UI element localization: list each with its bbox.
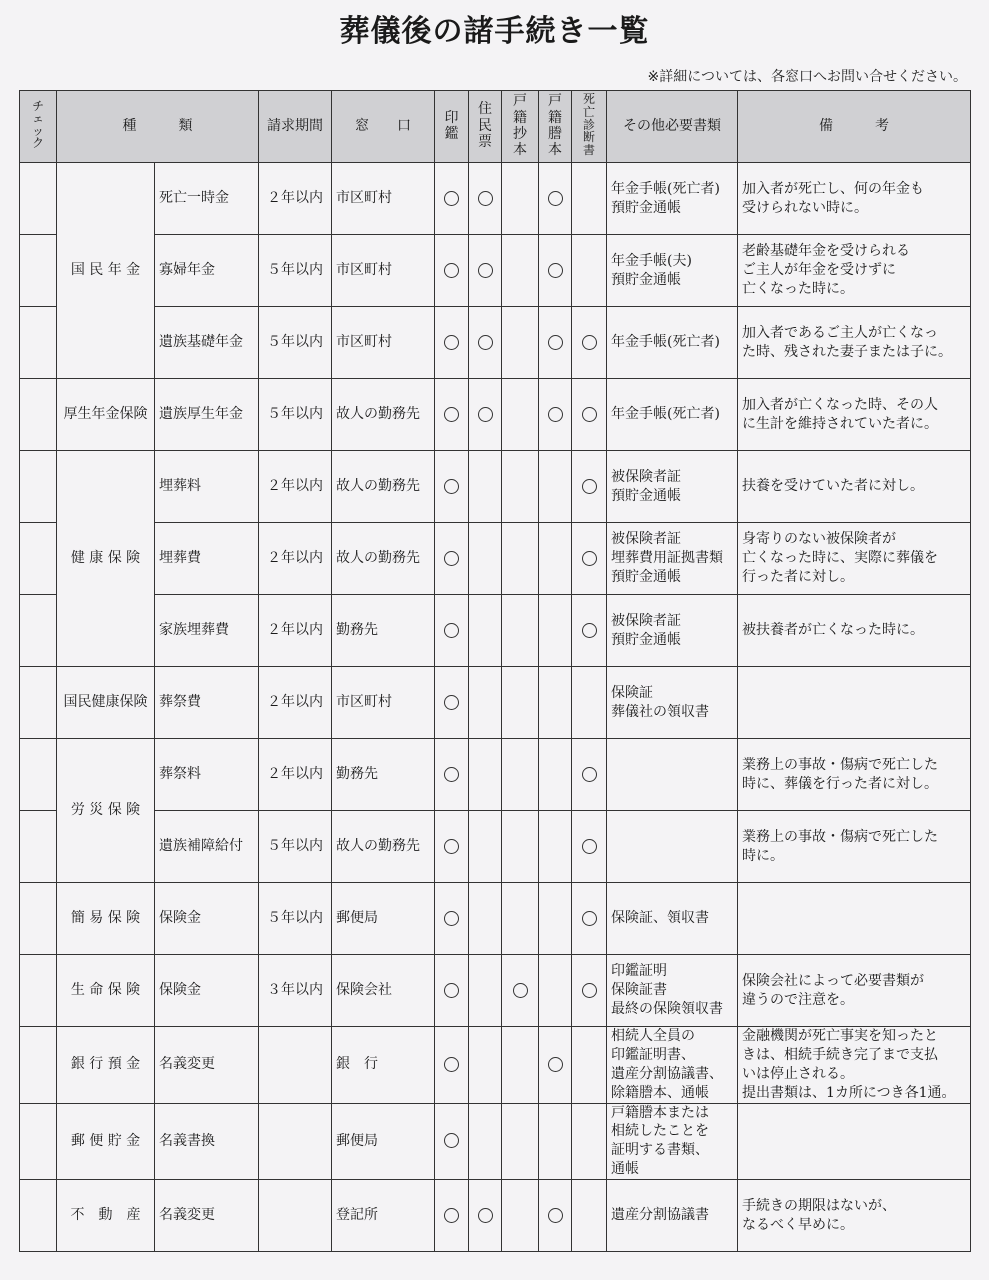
koseki-shohon-cell bbox=[502, 1027, 539, 1104]
required-circle-icon bbox=[582, 623, 597, 638]
koseki-tohon-cell bbox=[539, 451, 572, 523]
death-cert-cell bbox=[572, 235, 607, 307]
resident-cell bbox=[469, 523, 502, 595]
window-cell: 勤務先 bbox=[332, 595, 435, 667]
seal-cell bbox=[435, 451, 469, 523]
remarks-cell: 老齢基礎年金を受けられる ご主人が年金を受けずに 亡くなった時に。 bbox=[738, 235, 971, 307]
check-cell[interactable] bbox=[20, 739, 57, 811]
resident-cell bbox=[469, 955, 502, 1027]
kind-sub: 埋葬料 bbox=[155, 451, 259, 523]
seal-cell bbox=[435, 739, 469, 811]
header-period: 請求期間 bbox=[259, 91, 332, 163]
period-cell: ２年以内 bbox=[259, 667, 332, 739]
period-cell bbox=[259, 1103, 332, 1180]
kind-sub: 保険金 bbox=[155, 883, 259, 955]
resident-cell bbox=[469, 883, 502, 955]
required-circle-icon bbox=[548, 263, 563, 278]
header-other-docs: その他必要書類 bbox=[607, 91, 738, 163]
kind-group: 国民健康保険 bbox=[57, 667, 155, 739]
seal-cell bbox=[435, 1027, 469, 1104]
table-body bbox=[20, 163, 971, 1252]
required-circle-icon bbox=[444, 1133, 459, 1148]
header-row bbox=[20, 91, 971, 163]
check-cell[interactable] bbox=[20, 955, 57, 1027]
window-cell: 郵便局 bbox=[332, 883, 435, 955]
kind-group: 郵 便 貯 金 bbox=[57, 1103, 155, 1180]
period-cell: ５年以内 bbox=[259, 307, 332, 379]
header-kind: 種 類 bbox=[57, 91, 259, 163]
resident-cell bbox=[469, 1027, 502, 1104]
period-cell bbox=[259, 1027, 332, 1104]
seal-cell bbox=[435, 1180, 469, 1252]
kind-sub: 遺族基礎年金 bbox=[155, 307, 259, 379]
required-circle-icon bbox=[548, 191, 563, 206]
koseki-shohon-cell bbox=[502, 811, 539, 883]
required-circle-icon bbox=[444, 839, 459, 854]
period-cell: ２年以内 bbox=[259, 739, 332, 811]
koseki-shohon-cell bbox=[502, 1180, 539, 1252]
window-cell: 保険会社 bbox=[332, 955, 435, 1027]
resident-cell bbox=[469, 379, 502, 451]
required-circle-icon bbox=[444, 767, 459, 782]
required-circle-icon bbox=[444, 1057, 459, 1072]
koseki-shohon-cell bbox=[502, 883, 539, 955]
seal-cell bbox=[435, 955, 469, 1027]
remarks-cell: 加入者が死亡し、何の年金も 受けられない時に。 bbox=[738, 163, 971, 235]
kind-sub: 名義変更 bbox=[155, 1027, 259, 1104]
period-cell: ５年以内 bbox=[259, 379, 332, 451]
koseki-shohon-cell bbox=[502, 307, 539, 379]
table-row bbox=[20, 307, 971, 379]
seal-cell bbox=[435, 595, 469, 667]
seal-cell bbox=[435, 1103, 469, 1180]
window-cell: 故人の勤務先 bbox=[332, 379, 435, 451]
kind-sub: 埋葬費 bbox=[155, 523, 259, 595]
koseki-tohon-cell bbox=[539, 1180, 572, 1252]
table-row bbox=[20, 595, 971, 667]
check-cell[interactable] bbox=[20, 595, 57, 667]
required-circle-icon bbox=[582, 911, 597, 926]
check-cell[interactable] bbox=[20, 883, 57, 955]
koseki-tohon-cell bbox=[539, 1103, 572, 1180]
resident-cell bbox=[469, 163, 502, 235]
resident-cell bbox=[469, 739, 502, 811]
check-cell[interactable] bbox=[20, 1103, 57, 1180]
death-cert-cell bbox=[572, 811, 607, 883]
window-cell: 市区町村 bbox=[332, 667, 435, 739]
kind-group: 生 命 保 険 bbox=[57, 955, 155, 1027]
other-docs-cell: 遺産分割協議書 bbox=[607, 1180, 738, 1252]
kind-group: 厚生年金保険 bbox=[57, 379, 155, 451]
required-circle-icon bbox=[478, 335, 493, 350]
table-row bbox=[20, 1103, 971, 1180]
header-koseki-tohon: 戸籍謄本 bbox=[539, 91, 572, 163]
required-circle-icon bbox=[582, 839, 597, 854]
required-circle-icon bbox=[548, 335, 563, 350]
required-circle-icon bbox=[444, 479, 459, 494]
koseki-shohon-cell bbox=[502, 235, 539, 307]
other-docs-cell: 年金手帳(死亡者) 預貯金通帳 bbox=[607, 163, 738, 235]
check-cell[interactable] bbox=[20, 451, 57, 523]
other-docs-cell: 保険証 葬儀社の領収書 bbox=[607, 667, 738, 739]
koseki-tohon-cell bbox=[539, 811, 572, 883]
death-cert-cell bbox=[572, 955, 607, 1027]
seal-cell bbox=[435, 811, 469, 883]
kind-sub: 寡婦年金 bbox=[155, 235, 259, 307]
other-docs-cell: 年金手帳(夫) 預貯金通帳 bbox=[607, 235, 738, 307]
required-circle-icon bbox=[444, 191, 459, 206]
resident-cell bbox=[469, 667, 502, 739]
table-row bbox=[20, 1027, 971, 1104]
koseki-shohon-cell bbox=[502, 955, 539, 1027]
header-death-cert: 死亡診断書 bbox=[572, 91, 607, 163]
required-circle-icon bbox=[444, 335, 459, 350]
kind-group: 銀 行 預 金 bbox=[57, 1027, 155, 1104]
death-cert-cell bbox=[572, 523, 607, 595]
koseki-tohon-cell bbox=[539, 235, 572, 307]
window-cell: 郵便局 bbox=[332, 1103, 435, 1180]
kind-group: 健 康 保 険 bbox=[57, 451, 155, 667]
required-circle-icon bbox=[582, 551, 597, 566]
table-row bbox=[20, 523, 971, 595]
koseki-tohon-cell bbox=[539, 307, 572, 379]
required-circle-icon bbox=[478, 263, 493, 278]
check-cell[interactable] bbox=[20, 523, 57, 595]
table-row bbox=[20, 739, 971, 811]
kind-sub: 家族埋葬費 bbox=[155, 595, 259, 667]
kind-group: 国 民 年 金 bbox=[57, 163, 155, 379]
table-row bbox=[20, 451, 971, 523]
kind-group: 労 災 保 険 bbox=[57, 739, 155, 883]
remarks-cell: 被扶養者が亡くなった時に。 bbox=[738, 595, 971, 667]
header-koseki-shohon: 戸籍抄本 bbox=[502, 91, 539, 163]
required-circle-icon bbox=[444, 695, 459, 710]
koseki-tohon-cell bbox=[539, 379, 572, 451]
resident-cell bbox=[469, 307, 502, 379]
required-circle-icon bbox=[548, 407, 563, 422]
window-cell: 勤務先 bbox=[332, 739, 435, 811]
death-cert-cell bbox=[572, 307, 607, 379]
resident-cell bbox=[469, 811, 502, 883]
kind-sub: 遺族補障給付 bbox=[155, 811, 259, 883]
required-circle-icon bbox=[444, 551, 459, 566]
kind-sub: 葬祭費 bbox=[155, 667, 259, 739]
kind-sub: 遺族厚生年金 bbox=[155, 379, 259, 451]
remarks-cell: 加入者が亡くなった時、その人 に生計を維持されていた者に。 bbox=[738, 379, 971, 451]
koseki-tohon-cell bbox=[539, 739, 572, 811]
required-circle-icon bbox=[444, 407, 459, 422]
header-window: 窓 口 bbox=[332, 91, 435, 163]
other-docs-cell: 被保険者証 預貯金通帳 bbox=[607, 451, 738, 523]
period-cell: ５年以内 bbox=[259, 883, 332, 955]
check-cell[interactable] bbox=[20, 1027, 57, 1104]
death-cert-cell bbox=[572, 451, 607, 523]
other-docs-cell: 年金手帳(死亡者) bbox=[607, 379, 738, 451]
window-cell: 故人の勤務先 bbox=[332, 451, 435, 523]
period-cell bbox=[259, 1180, 332, 1252]
koseki-shohon-cell bbox=[502, 379, 539, 451]
seal-cell bbox=[435, 523, 469, 595]
window-cell: 市区町村 bbox=[332, 307, 435, 379]
death-cert-cell bbox=[572, 883, 607, 955]
kind-group: 不 動 産 bbox=[57, 1180, 155, 1252]
table-row bbox=[20, 379, 971, 451]
remarks-cell: 身寄りのない被保険者が 亡くなった時に、実際に葬儀を 行った者に対し。 bbox=[738, 523, 971, 595]
period-cell: ２年以内 bbox=[259, 451, 332, 523]
koseki-shohon-cell bbox=[502, 667, 539, 739]
required-circle-icon bbox=[548, 1208, 563, 1223]
death-cert-cell bbox=[572, 379, 607, 451]
remarks-cell: 金融機関が死亡事実を知ったと きは、相続手続き完了まで支払 いは停止される。 提出書類は、1カ所につき各1通。 bbox=[738, 1027, 971, 1104]
window-cell: 登記所 bbox=[332, 1180, 435, 1252]
required-circle-icon bbox=[444, 623, 459, 638]
period-cell: ３年以内 bbox=[259, 955, 332, 1027]
koseki-shohon-cell bbox=[502, 163, 539, 235]
window-cell: 故人の勤務先 bbox=[332, 811, 435, 883]
other-docs-cell: 年金手帳(死亡者) bbox=[607, 307, 738, 379]
table-row bbox=[20, 811, 971, 883]
other-docs-cell: 保険証、領収書 bbox=[607, 883, 738, 955]
other-docs-cell: 戸籍謄本または 相続したことを 証明する書類、 通帳 bbox=[607, 1103, 738, 1180]
remarks-cell bbox=[738, 667, 971, 739]
window-cell: 銀 行 bbox=[332, 1027, 435, 1104]
seal-cell bbox=[435, 235, 469, 307]
check-cell[interactable] bbox=[20, 235, 57, 307]
procedures-table bbox=[19, 90, 971, 1252]
header-remarks: 備 考 bbox=[738, 91, 971, 163]
koseki-shohon-cell bbox=[502, 523, 539, 595]
period-cell: ２年以内 bbox=[259, 595, 332, 667]
death-cert-cell bbox=[572, 1180, 607, 1252]
seal-cell bbox=[435, 667, 469, 739]
check-cell[interactable] bbox=[20, 163, 57, 235]
required-circle-icon bbox=[513, 983, 528, 998]
window-cell: 市区町村 bbox=[332, 163, 435, 235]
check-cell[interactable] bbox=[20, 307, 57, 379]
kind-sub: 保険金 bbox=[155, 955, 259, 1027]
page-title: 葬儀後の諸手続き一覧 bbox=[339, 14, 650, 49]
check-cell[interactable] bbox=[20, 1180, 57, 1252]
other-docs-cell: 被保険者証 預貯金通帳 bbox=[607, 595, 738, 667]
check-cell[interactable] bbox=[20, 811, 57, 883]
check-cell[interactable] bbox=[20, 667, 57, 739]
required-circle-icon bbox=[478, 407, 493, 422]
table-row bbox=[20, 667, 971, 739]
koseki-shohon-cell bbox=[502, 595, 539, 667]
resident-cell bbox=[469, 1103, 502, 1180]
death-cert-cell bbox=[572, 739, 607, 811]
death-cert-cell bbox=[572, 595, 607, 667]
koseki-tohon-cell bbox=[539, 1027, 572, 1104]
period-cell: ２年以内 bbox=[259, 163, 332, 235]
inquiry-note: ※詳細については、各窓口へお問い合せください。 bbox=[647, 69, 967, 85]
koseki-shohon-cell bbox=[502, 1103, 539, 1180]
seal-cell bbox=[435, 307, 469, 379]
remarks-cell: 加入者であるご主人が亡くなっ た時、残された妻子または子に。 bbox=[738, 307, 971, 379]
death-cert-cell bbox=[572, 667, 607, 739]
kind-sub: 名義変更 bbox=[155, 1180, 259, 1252]
koseki-tohon-cell bbox=[539, 595, 572, 667]
seal-cell bbox=[435, 883, 469, 955]
required-circle-icon bbox=[444, 263, 459, 278]
resident-cell bbox=[469, 451, 502, 523]
table-row bbox=[20, 883, 971, 955]
other-docs-cell: 相続人全員の 印鑑証明書、 遺産分割協議書、 除籍謄本、通帳 bbox=[607, 1027, 738, 1104]
table-row bbox=[20, 235, 971, 307]
koseki-tohon-cell bbox=[539, 163, 572, 235]
window-cell: 故人の勤務先 bbox=[332, 523, 435, 595]
remarks-cell: 保険会社によって必要書類が 違うので注意を。 bbox=[738, 955, 971, 1027]
header-resident: 住民票 bbox=[469, 91, 502, 163]
seal-cell bbox=[435, 163, 469, 235]
header-check: チェック bbox=[20, 91, 57, 163]
other-docs-cell bbox=[607, 739, 738, 811]
required-circle-icon bbox=[444, 1208, 459, 1223]
required-circle-icon bbox=[582, 767, 597, 782]
death-cert-cell bbox=[572, 1103, 607, 1180]
table-row bbox=[20, 1180, 971, 1252]
table-row bbox=[20, 163, 971, 235]
period-cell: ５年以内 bbox=[259, 235, 332, 307]
koseki-tohon-cell bbox=[539, 955, 572, 1027]
table-row bbox=[20, 955, 971, 1027]
required-circle-icon bbox=[478, 191, 493, 206]
required-circle-icon bbox=[478, 1208, 493, 1223]
required-circle-icon bbox=[582, 407, 597, 422]
required-circle-icon bbox=[548, 1057, 563, 1072]
period-cell: ２年以内 bbox=[259, 523, 332, 595]
other-docs-cell: 印鑑証明 保険証書 最終の保険領収書 bbox=[607, 955, 738, 1027]
koseki-shohon-cell bbox=[502, 739, 539, 811]
koseki-shohon-cell bbox=[502, 451, 539, 523]
remarks-cell: 業務上の事故・傷病で死亡した 時に。 bbox=[738, 811, 971, 883]
window-cell: 市区町村 bbox=[332, 235, 435, 307]
resident-cell bbox=[469, 235, 502, 307]
required-circle-icon bbox=[582, 983, 597, 998]
required-circle-icon bbox=[582, 335, 597, 350]
death-cert-cell bbox=[572, 1027, 607, 1104]
header-seal: 印鑑 bbox=[435, 91, 469, 163]
required-circle-icon bbox=[444, 983, 459, 998]
other-docs-cell: 被保険者証 埋葬費用証拠書類 預貯金通帳 bbox=[607, 523, 738, 595]
koseki-tohon-cell bbox=[539, 883, 572, 955]
kind-group: 簡 易 保 険 bbox=[57, 883, 155, 955]
check-cell[interactable] bbox=[20, 379, 57, 451]
remarks-cell bbox=[738, 1103, 971, 1180]
other-docs-cell bbox=[607, 811, 738, 883]
required-circle-icon bbox=[444, 911, 459, 926]
kind-sub: 死亡一時金 bbox=[155, 163, 259, 235]
required-circle-icon bbox=[582, 479, 597, 494]
remarks-cell bbox=[738, 883, 971, 955]
death-cert-cell bbox=[572, 163, 607, 235]
remarks-cell: 手続きの期限はないが、 なるべく早めに。 bbox=[738, 1180, 971, 1252]
remarks-cell: 業務上の事故・傷病で死亡した 時に、葬儀を行った者に対し。 bbox=[738, 739, 971, 811]
seal-cell bbox=[435, 379, 469, 451]
resident-cell bbox=[469, 595, 502, 667]
kind-sub: 名義書換 bbox=[155, 1103, 259, 1180]
resident-cell bbox=[469, 1180, 502, 1252]
koseki-tohon-cell bbox=[539, 523, 572, 595]
koseki-tohon-cell bbox=[539, 667, 572, 739]
remarks-cell: 扶養を受けていた者に対し。 bbox=[738, 451, 971, 523]
period-cell: ５年以内 bbox=[259, 811, 332, 883]
kind-sub: 葬祭料 bbox=[155, 739, 259, 811]
